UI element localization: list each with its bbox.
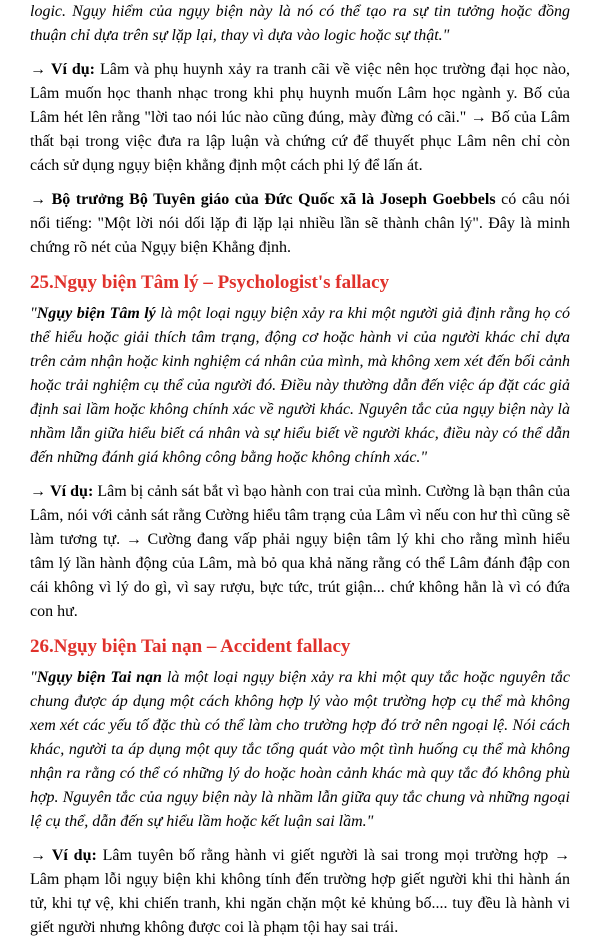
section-25-heading: 25.Ngụy biện Tâm lý – Psychologist's fallacy	[30, 272, 390, 293]
section-26-example	[30, 844, 570, 940]
arrow-icon: →	[30, 847, 46, 864]
example-text: Lâm bị cảnh sát bắt vì bạo hành con trai của mình. Cường là bạn thân của Lâm, nói với cảnh sát rằng Cường hiểu tâm trạng của Lâm vì nếu con hư thì cũng sẽ làm tương tự. → Cường đang vấp phải ngụy biện tâm lý khi cho rằng mình hiểu tâm lý lần hành động của Lâm, mà bỏ qua khả năng rằng có thể Lâm đánh đập con cái không vì lý do gì, vì say rượu, bực tức, trút giận... chứ không hẳn là vì có đứa con hư.	[30, 483, 571, 620]
example-text: Lâm và phụ huynh xảy ra tranh cãi về việc nên học trường đại học nào, Lâm muốn học thanh nhạc trong khi phụ huynh muốn Lâm học ngành y. Bố của Lâm hét lên rằng "lời tao nói lúc nào cũng đúng, mày đừng có cãi." → Bố của Lâm thất bại trong việc đưa ra lập luận và chứng cứ để thuyết phục Lâm nên chỉ còn cách sử dụng ngụy biện khẳng định một cách phi lý để lấn át.	[30, 61, 571, 174]
open-quote: "	[30, 669, 37, 686]
definition-text: là một loại ngụy biện xảy ra khi một người giả định rằng họ có thể hiểu hoặc giải thích tâm trạng, động cơ hoặc hành vi của người khác chỉ dựa trên cảm nhận hoặc kinh nghiệm cá nhân của mình, mà không xem xét đến bối cảnh hoặc trải nghiệm cụ thể của người đó. Điều này thường dẫn đến việc áp đặt các giả định sai lầm hoặc không chính xác về người khác. Nguyên tắc của ngụy biện này là nhầm lẫn giữa hiểu biết cá nhân và sự hiểu biết về người khác, điều này có thể dẫn đến những đánh giá không công bằng hoặc không chính xác."	[30, 305, 571, 466]
section-26-heading: 26.Ngụy biện Tai nạn – Accident fallacy	[30, 636, 351, 657]
example-label: Ví dụ:	[51, 847, 97, 864]
definition-text: là một loại ngụy biện xảy ra khi một quy tắc hoặc nguyên tắc chung được áp dụng một cách không hợp lý vào một trường hợp cụ thể mà không xem xét các yếu tố đặc thù có thể làm cho trường hợp đó trở nên ngoại lệ. Nói cách khác, người ta áp dụng một quy tắc tổng quát vào một tình huống cụ thể mà không nhận ra rằng có thể có những lý do hoặc hoàn cảnh khác mà quy tắc đó không phù hợp. Nguyên tắc của ngụy biện này là nhầm lẫn giữa quy tắc chung và những ngoại lệ cụ thể, dẫn đến sự hiểu lầm hoặc kết luận sai lầm."	[30, 669, 571, 830]
bold-phrase: Bộ trưởng Bộ Tuyên giáo của Đức Quốc xã là Joseph Goebbels	[51, 191, 496, 208]
section-26-definition	[30, 666, 570, 834]
section-25-example	[30, 480, 570, 624]
intro-paragraph	[30, 0, 570, 48]
definition-term: Ngụy biện Tâm lý	[36, 305, 156, 322]
example-paragraph-24b	[30, 188, 570, 260]
example-label: Ví dụ:	[50, 483, 94, 500]
example-text: có câu nói nổi tiếng: "Một lời nói dối lặp đi lặp lại nhiều lần sẽ thành chân lý". Đây là minh chứng rõ nét của Ngụy biện Khẳng định.	[30, 191, 571, 256]
arrow-icon: →	[30, 191, 46, 208]
example-text: Lâm tuyên bố rằng hành vi giết người là sai trong mọi trường hợp → Lâm phạm lỗi ngụy biện khi không tính đến trường hợp giết người khi thi hành án tử, khi tự vệ, khi chiến tranh, khi ngăn chặn một kẻ khủng bố.... tuy đều là hành vi giết người nhưng không được coi là phạm tội hay sai trái.	[30, 847, 571, 936]
open-quote: "	[30, 305, 37, 322]
definition-term: Ngụy biện Tai nạn	[36, 669, 162, 686]
arrow-icon: →	[30, 61, 46, 78]
arrow-icon: →	[30, 483, 46, 500]
example-label: Ví dụ:	[50, 61, 95, 78]
example-paragraph-24a	[30, 58, 570, 178]
intro-text: logic. Ngụy hiểm của ngụy biện này là nó có thể tạo ra sự tin tưởng hoặc đồng thuận chỉ dựa trên sự lặp lại, thay vì dựa vào logic hoặc sự thật."	[30, 3, 570, 44]
section-25-definition	[30, 302, 570, 470]
